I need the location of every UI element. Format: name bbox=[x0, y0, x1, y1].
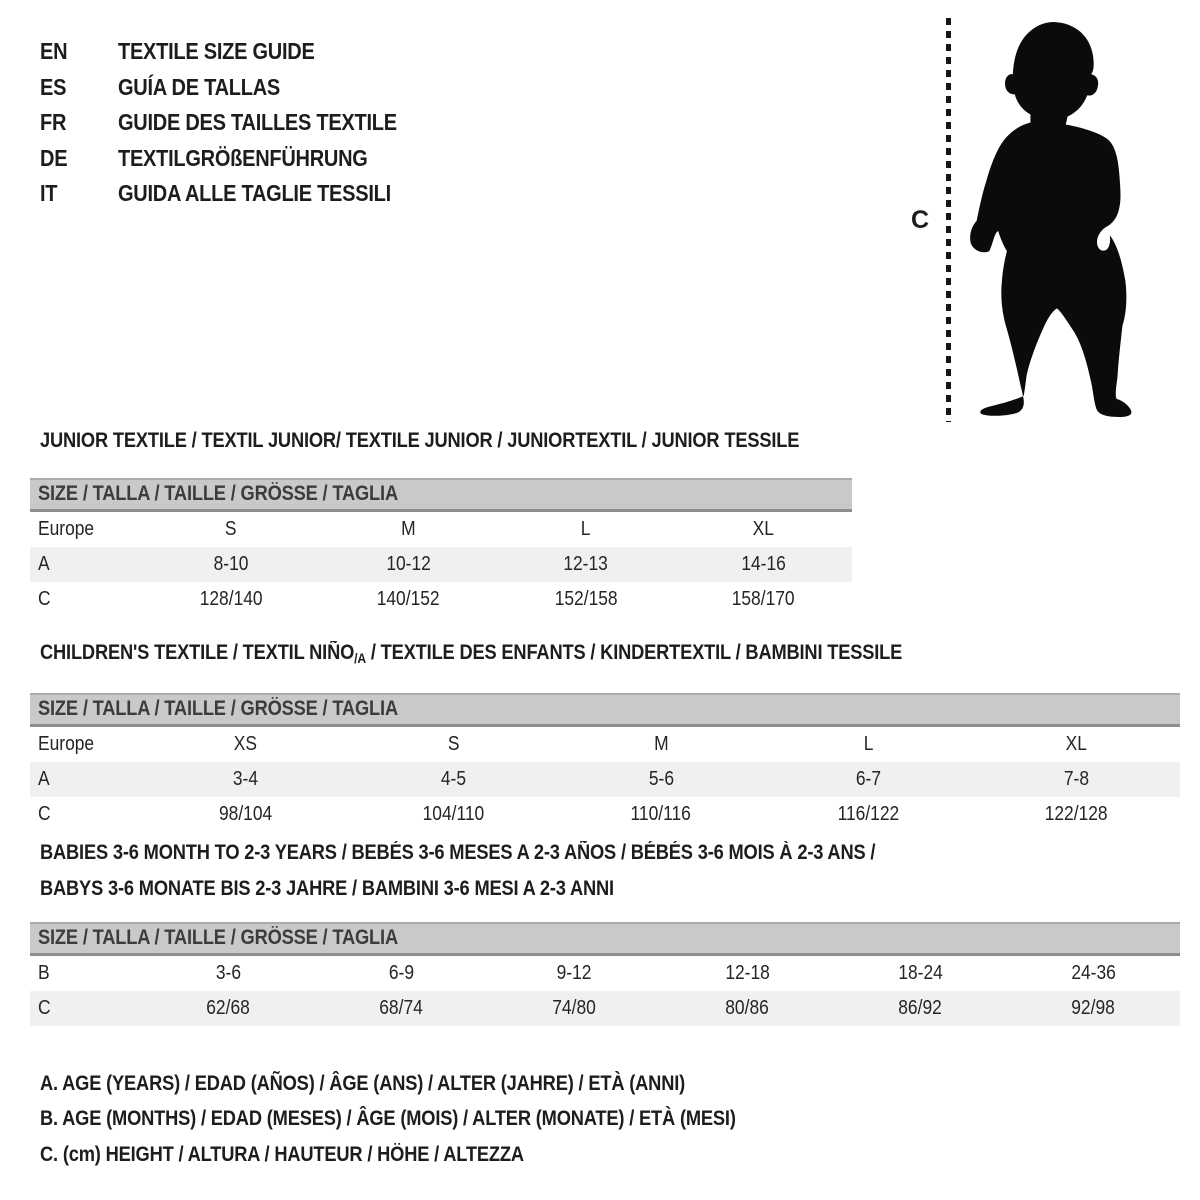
section-title-children: CHILDREN'S TEXTILE / TEXTIL $NIÑO_{/A}$ / TEXTILE DES ENFANTS / KINDERTEXTIL / BAMBINI TESSILE bbox=[40, 641, 903, 666]
language-code: ES bbox=[40, 73, 67, 100]
table-cell: 158/170 bbox=[731, 588, 795, 610]
section-junior-textile bbox=[30, 429, 852, 617]
table-cell: 98/104 bbox=[219, 803, 273, 825]
table-cell: 14-16 bbox=[740, 553, 786, 575]
table-cell: 152/158 bbox=[554, 588, 618, 610]
table-cell: 10-12 bbox=[385, 553, 431, 575]
babies-size-table bbox=[30, 956, 1180, 1026]
children-size-table bbox=[30, 727, 1180, 832]
gender-suffix: /A bbox=[354, 650, 366, 666]
table-cell: 110/116 bbox=[630, 803, 692, 825]
table-cell: 62/68 bbox=[206, 997, 251, 1019]
table-row-height bbox=[30, 582, 852, 617]
column-header: Europe bbox=[38, 733, 95, 755]
table-cell: 122/128 bbox=[1044, 803, 1108, 825]
column-header: XL bbox=[1065, 733, 1087, 755]
language-code: EN bbox=[40, 38, 68, 65]
guide-title-en: TEXTILE SIZE GUIDE bbox=[118, 38, 315, 65]
size-header-bar: SIZE / TALLA / TAILLE / GRÖSSE / TAGLIA bbox=[30, 693, 1180, 727]
table-cell: 12-13 bbox=[563, 553, 609, 575]
column-header: S bbox=[447, 733, 460, 755]
height-measure-dotted-line bbox=[946, 18, 951, 422]
table-cell: 3-4 bbox=[233, 768, 259, 790]
column-header: S bbox=[224, 518, 237, 540]
language-code: DE bbox=[40, 144, 68, 171]
language-row-it bbox=[40, 176, 439, 212]
table-cell: 116/122 bbox=[837, 803, 900, 825]
footnote-age-months: B. AGE (MONTHS) / EDAD (MESES) / ÂGE (MOIS) / ALTER (MONATE) / ETÀ (MESI) bbox=[40, 1107, 736, 1131]
language-header bbox=[40, 34, 439, 212]
table-cell: 104/110 bbox=[422, 803, 485, 825]
row-label: A bbox=[38, 768, 50, 790]
table-row-height bbox=[30, 991, 1180, 1026]
guide-title-fr: GUIDE DES TAILLES TEXTILE bbox=[118, 109, 397, 136]
row-label: C bbox=[38, 588, 51, 610]
size-header-bar: SIZE / TALLA / TAILLE / GRÖSSE / TAGLIA bbox=[30, 922, 1180, 956]
table-cell: 18-24 bbox=[898, 962, 943, 984]
table-cell: 74/80 bbox=[552, 997, 597, 1019]
footnote-age-years: A. AGE (YEARS) / EDAD (AÑOS) / ÂGE (ANS) / ALTER (JAHRE) / ETÀ (ANNI) bbox=[40, 1071, 686, 1095]
table-cell: 24-36 bbox=[1071, 962, 1116, 984]
junior-size-table bbox=[30, 512, 852, 617]
row-label: B bbox=[38, 962, 50, 984]
table-row-age bbox=[30, 762, 1180, 797]
table-cell: 5-6 bbox=[648, 768, 674, 790]
column-header: Europe bbox=[38, 518, 95, 540]
size-header-bar: SIZE / TALLA / TAILLE / GRÖSSE / TAGLIA bbox=[30, 478, 852, 512]
section-title-junior: JUNIOR TEXTILE / TEXTIL JUNIOR/ TEXTILE JUNIOR / JUNIORTEXTIL / JUNIOR TESSILE bbox=[40, 429, 800, 452]
table-cell: 4-5 bbox=[440, 768, 466, 790]
table-cell: 68/74 bbox=[379, 997, 424, 1019]
column-header: L bbox=[863, 733, 874, 755]
language-row-de bbox=[40, 141, 439, 177]
height-measure-label: C bbox=[911, 206, 930, 234]
table-column-header-row bbox=[30, 727, 1180, 762]
section-childrens-textile bbox=[30, 641, 1180, 832]
table-cell: 6-7 bbox=[856, 768, 882, 790]
table-row-age-months bbox=[30, 956, 1180, 991]
language-row-en bbox=[40, 34, 439, 70]
guide-title-it: GUIDA ALLE TAGLIE TESSILI bbox=[118, 180, 391, 207]
row-label: A bbox=[38, 553, 50, 575]
table-column-header-row bbox=[30, 512, 852, 547]
table-cell: 12-18 bbox=[725, 962, 770, 984]
footnote-height-cm: C. (cm) HEIGHT / ALTURA / HAUTEUR / HÖHE / ALTEZZA bbox=[40, 1142, 524, 1166]
language-row-fr bbox=[40, 105, 439, 141]
table-cell: 6-9 bbox=[388, 962, 415, 984]
row-label: C bbox=[38, 997, 51, 1019]
section-babies-textile bbox=[30, 841, 1180, 1026]
section-title-babies: BABIES 3-6 MONTH TO 2-3 YEARS / BEBÉS 3-6 MESES A 2-3 AÑOS / BÉBÉS 3-6 MOIS À 2-3 ANS / BABYS 3-6 MONATE BIS 2-3 JAHRE / BAMBINI 3-6 MESI A 2-3 ANNI bbox=[40, 841, 876, 900]
table-cell: 7-8 bbox=[1063, 768, 1089, 790]
language-row-es bbox=[40, 70, 439, 106]
table-cell: 92/98 bbox=[1071, 997, 1116, 1019]
column-header: XS bbox=[234, 733, 258, 755]
column-header: M bbox=[400, 518, 416, 540]
guide-title-es: GUÍA DE TALLAS bbox=[118, 73, 280, 100]
table-cell: 9-12 bbox=[557, 962, 592, 984]
language-code: IT bbox=[40, 180, 58, 207]
table-row-age bbox=[30, 547, 852, 582]
legend-footnotes bbox=[40, 1066, 840, 1173]
guide-title-de: TEXTILGRÖßENFÜHRUNG bbox=[118, 144, 368, 171]
table-cell: 140/152 bbox=[376, 588, 440, 610]
row-label: C bbox=[38, 803, 51, 825]
table-cell: 86/92 bbox=[898, 997, 943, 1019]
table-cell: 8-10 bbox=[213, 553, 249, 575]
toddler-silhouette-icon bbox=[958, 20, 1144, 422]
table-cell: 128/140 bbox=[199, 588, 263, 610]
column-header: XL bbox=[752, 518, 774, 540]
table-cell: 3-6 bbox=[215, 962, 242, 984]
column-header: L bbox=[580, 518, 591, 540]
table-cell: 80/86 bbox=[725, 997, 770, 1019]
language-code: FR bbox=[40, 109, 67, 136]
column-header: M bbox=[653, 733, 669, 755]
table-row-height bbox=[30, 797, 1180, 832]
